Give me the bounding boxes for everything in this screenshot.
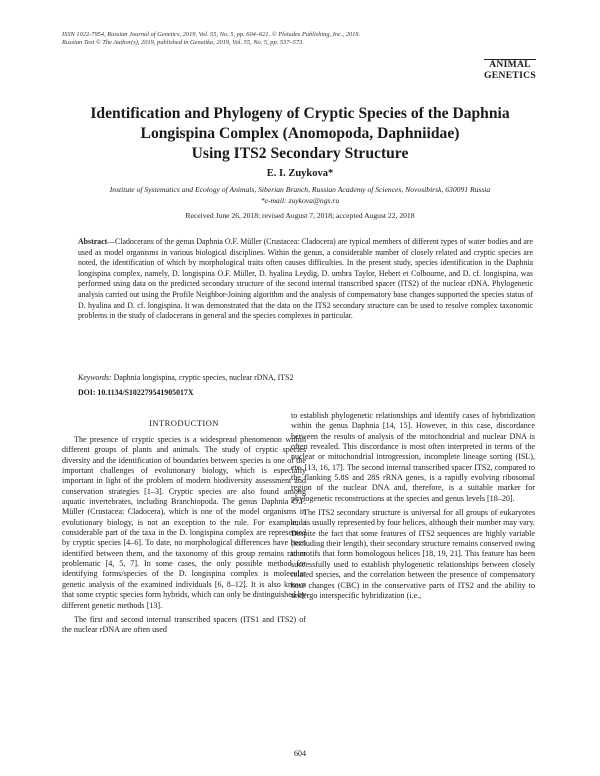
- paragraph: The first and second internal transcribed spacers (ITS1 and ITS2) of the nuclear rDNA are often used: [62, 614, 306, 635]
- title-line-3: Using ITS2 Secondary Structure: [191, 145, 409, 162]
- abstract: [78, 237, 533, 322]
- left-column: [62, 435, 306, 636]
- paragraph: The ITS2 secondary structure is universal for all groups of eukaryotes and is usually represented by four helices, although their number may vary. Despite the fact that some features of ITS2 sequences are highly variable (including their length), their secondary structure remains conserved owing to motifs that form homologous helices [18, 19, 21]. This feature has been successfully used to establish phylogenetic relationships between closely related species, and the correlation between the presence of compensatory base changes (CBC) in the conservative parts of ITS2 and the ability to undergo interspecific hybridization (i.e.,: [291, 508, 535, 600]
- title-line-1: Identification and Phylogeny of Cryptic Species of the Daphnia: [90, 105, 510, 122]
- issn-line-2: Russian Text © The Author(s), 2019, published in Genetika, 2019, Vol. 55, No. 5, pp. 537–573.: [62, 39, 304, 47]
- author-affiliation: Institute of Systematics and Ecology of Animals, Siberian Branch, Russian Academy of Sciences, Novosibirsk, 630091 Russia: [109, 185, 491, 194]
- section-rule: [484, 59, 536, 60]
- page-number: 604: [294, 749, 306, 758]
- journal-header: [62, 31, 360, 47]
- keywords: [78, 373, 533, 384]
- doi: [78, 388, 533, 397]
- keywords-text: Daphnia longispina, cryptic species, nuclear rDNA, ITS2: [113, 373, 294, 382]
- keywords-label: Keywords:: [78, 373, 112, 382]
- title-line-2: Longispina Complex (Anomopoda, Daphniidae): [140, 125, 460, 142]
- doi-value: 10.1134/S102279541905017X: [97, 388, 194, 397]
- section-heading-introduction: INTRODUCTION: [149, 418, 219, 428]
- section-label: [484, 59, 536, 81]
- doi-label: DOI:: [78, 388, 96, 397]
- right-column: [291, 411, 535, 601]
- abstract-text: —Cladocerans of the genus Daphnia O.F. Müller (Crustacea: Cladocera) are typical members of different types of water bodies and are used as model organisms in various biological disciplines. Within the genus, a considerable number of closely related and cryptic species are noted, the identification of which by morphological traits often causes difficulties. In the present study, species identification in the Daphnia longispina complex, namely, D. longispina O.F. Müller, D. hyalina Leydig, D. umbra Taylor, Hebert et Colbourne, and D. cf. longispina, was performed using data on the predicted secondary structure of the second internal transcribed spacer (ITS2) of the nuclear rDNA. Phylogenetic analysis carried out using the Profile Neighbor-Joining algorithm and the analysis of compensatory base changes supported the species status of D. hyalina and D. cf. longispina. It was demonstrated that the data on the ITS2 secondary structure can be used to resolve complex taxonomic problems in the study of cladocerans in general and the species complexes in particular.: [78, 237, 533, 321]
- received-dates: Received June 26, 2018; revised August 7, 2018; accepted August 22, 2018: [185, 211, 415, 220]
- article-title: [40, 104, 560, 164]
- abstract-label: Abstract: [78, 237, 108, 246]
- paragraph: to establish phylogenetic relationships and identify cases of hybridization within the genus Daphnia [14, 15]. However, in this case, discordance between the results of analysis of the mitochondrial and nuclear DNA is often revealed. This discordance is most often interpreted in terms of the nuclear or mitochondrial introgression, incomplete lineage sorting (ISL), etc. [13, 16, 17]. The second internal transcribed spacer ITS2, compared to the flanking 5.8S and 28S rRNA genes, is a rapidly evolving ribosomal region of the nuclear DNA and, therefore, is a suitable marker for phylogenetic reconstructions at the species and genus levels [18–20].: [291, 411, 535, 503]
- section-line-2: GENETICS: [484, 70, 536, 81]
- paragraph: The presence of cryptic species is a widespread phenomenon within different groups of plants and animals. The study of cryptic species diversity and the identification of boundaries between species is one of the important challenges of evolutionary biology, which is especially important in light of the problem of modern biodiversity assessment and conservation strategies [1–3]. Cryptic species are also found among aquatic invertebrates, including Branchiopoda. The genus Daphnia O.F. Müller (Crustacea: Cladocera), which is one of the model organisms in evolutionary biology, is not an exception to the rule. For example, a considerable part of the taxa in the D. longispina complex are represented by cryptic species [4–6]. To date, no morphological differences have been identified between them, and the taxonomy of this group remains rather problematic [4, 5, 7]. In some cases, the only possible method for identifying forms/species of the D. longispina complex is molecular genetic analysis of the examined individuals [6, 8–12]. It is also known that some cryptic species form hybrids, which can only be distinguished by different genetic methods [13].: [62, 435, 306, 610]
- author-name: E. I. Zuykova*: [266, 168, 334, 179]
- author-email: *e-mail: zuykova@ngs.ru: [260, 196, 340, 205]
- section-line-1: ANIMAL: [489, 59, 531, 70]
- issn-line-1: ISSN 1022-7954, Russian Journal of Genetics, 2019, Vol. 55, No. 5, pp. 604–621. © Pleiades Publishing, Inc., 2019.: [62, 31, 361, 38]
